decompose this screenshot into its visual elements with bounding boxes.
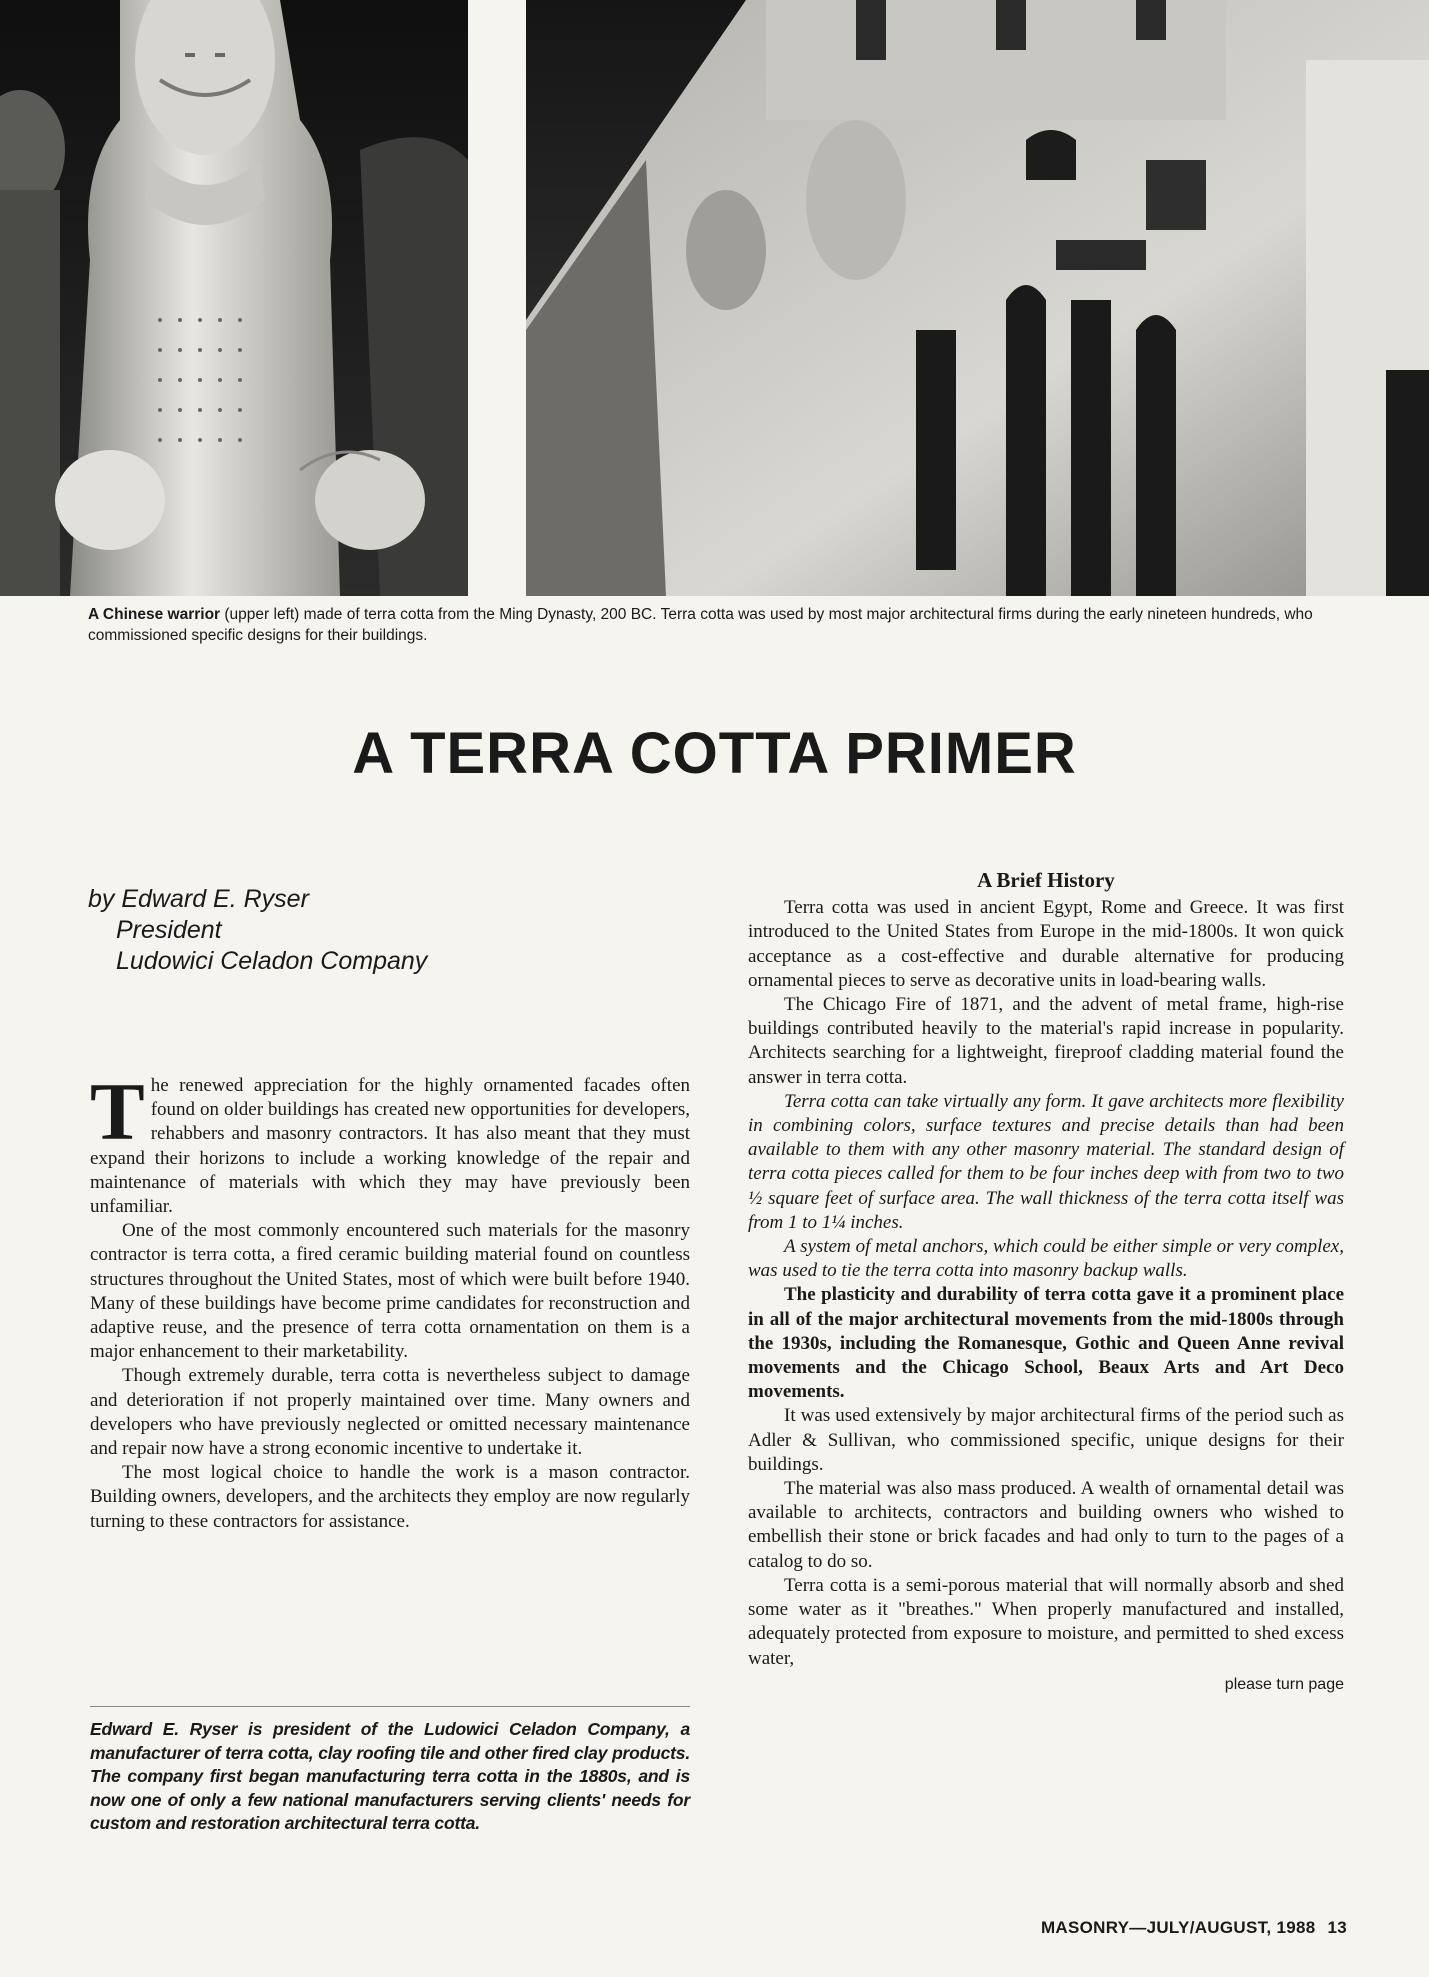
paragraph-italic: A system of metal anchors, which could be either simple or very complex, was used to tie the terra cotta into masonry backup walls. (748, 1236, 1344, 1282)
byline-author: by Edward E. Ryser (88, 885, 309, 913)
bio-divider (90, 1706, 690, 1707)
article-title: A TERRA COTTA PRIMER (352, 721, 1077, 786)
caption-text: (upper left) made of terra cotta from the Ming Dynasty, 200 BC. Terra cotta was used by most major architectural firms during the early nineteen hundreds, who commissioned specific designs for their buildings. (88, 606, 1313, 644)
paragraph-bold: The plasticity and durability of terra cotta gave it a prominent place in all of the major architectural movements from the mid-1800s through the 1930s, including the Romanesque, Gothic and Queen Anne revival movements and the Chicago School, Beaux Arts and Art Deco movements. (748, 1284, 1344, 1403)
byline-company: Ludowici Celadon Company (116, 947, 428, 975)
paragraph: It was used extensively by major architectural firms of the period such as Adler & Sullivan, who commissioned specific, unique designs for their buildings. (748, 1405, 1344, 1475)
paragraph-text: he renewed appreciation for the highly ornamented facades often found on older buildings has created new opportunities for developers, rehabbers and masonry contractors. It has also meant that they must expand their horizons to include a working knowledge of the repair and maintenance of materials with which they may have previously been unfamiliar. (90, 1075, 690, 1218)
byline (88, 884, 538, 977)
bio-name: Edward E. Ryser (90, 1719, 238, 1739)
publication-line: MASONRY—JULY/AUGUST, 1988 (1040, 1918, 1316, 1937)
page-number: 13 (1327, 1918, 1347, 1937)
paragraph: Terra cotta is a semi-porous material that will normally absorb and shed some water as it "breathes." When properly manufactured and installed, adequately protected from exposure to moisture, and permitted to shed excess water, (748, 1574, 1344, 1669)
paragraph-italic: Terra cotta can take virtually any form. It gave architects more flexibility in combining colors, surface textures and precise details than had been available to them with any other masonry material. The standard design of terra cotta pieces called for them to be four inches deep with from two to two ½ square feet of surface area. The wall thickness of the terra cotta itself was from 1 to 1¼ inches. (748, 1090, 1344, 1233)
paragraph (90, 1066, 690, 1219)
warrior-photo-graphic (0, 0, 468, 596)
paragraph: Terra cotta was used in ancient Egypt, Rome and Greece. It was first introduced to the United States from Europe in the mid-1800s. It won quick acceptance as a cost-effective and durable alternative for producing ornamental pieces to serve as decorative units in load-bearing walls. (748, 897, 1344, 991)
page-footer (1041, 1918, 1347, 1938)
paragraph: Though extremely durable, terra cotta is nevertheless subject to damage and deterioration if not properly maintained over time. Many owners and developers who have previously neglected or omitted necessary maintenance and repair now have a strong economic incentive to undertake it. (90, 1365, 690, 1460)
paragraph: The Chicago Fire of 1871, and the advent of metal frame, high-rise buildings contributed heavily to the material's rapid increase in popularity. Architects searching for a lightweight, fireproof cladding material found the answer in terra cotta. (748, 994, 1344, 1088)
right-column (748, 868, 1344, 1697)
drop-cap: T (90, 1066, 145, 1157)
continued-note: please turn page (1224, 1675, 1344, 1693)
building-facade-photo (526, 0, 1429, 596)
bio-text: is president of the Ludowici Celadon Company, a manufacturer of terra cotta, clay roofing tile and other fired clay products. The company first began manufacturing terra cotta in the 1880s, and is now one of only a few national manufacturers serving clients' needs for custom and restoration architectural terra cotta. (90, 1719, 690, 1833)
building-facade-graphic (526, 0, 1429, 596)
caption-lead: A Chinese warrior (88, 606, 221, 623)
paragraph: The material was also mass produced. A wealth of ornamental detail was available to architects, contractors and building owners who wished to embellish their stone or brick facades and had only to turn to the pages of a catalog to do so. (748, 1478, 1344, 1572)
byline-position: President (116, 916, 222, 944)
photo-caption (88, 604, 1348, 646)
paragraph: The most logical choice to handle the work is a mason contractor. Building owners, developers, and the architects they employ are now regularly turning to these contractors for assistance. (90, 1462, 690, 1532)
warrior-photo (0, 0, 468, 596)
paragraph: One of the most commonly encountered such materials for the masonry contractor is terra cotta, a fired ceramic building material found on countless structures throughout the United States, most of which were built before 1940. Many of these buildings have become prime candidates for reconstruction and adaptive reuse, and the presence of terra cotta ornamentation on them is a major enhancement to their marketability. (90, 1220, 690, 1363)
section-heading: A Brief History (977, 868, 1115, 892)
author-bio (90, 1718, 690, 1836)
left-column (90, 1066, 690, 1534)
